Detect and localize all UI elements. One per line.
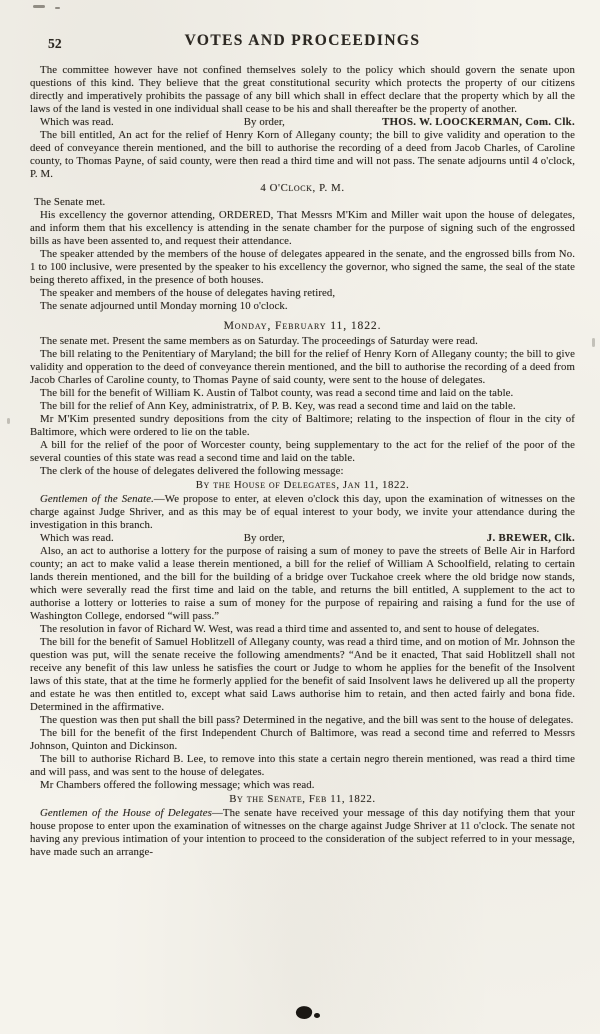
paragraph-speaker-retired: The speaker and members of the house of delegates having retired,: [40, 287, 336, 299]
page-header: [30, 34, 575, 58]
scan-artifact: [592, 338, 595, 347]
paragraph-penitentiary-bill: The bill relating to the Penitentiary of Maryland; the bill for the relief of Henry Korn of Allegany county; the bill to give validity and opperation to the deed of conveyance therein mentioned, and the bill to authorise the recording of a deed from Jacob Charles of Caroline county, to Thomas Payne of said county, were sent to the house of delegates.: [30, 348, 575, 386]
paragraph-senate-met: The Senate met.: [34, 196, 106, 208]
paragraph-richard-lee-bill: The bill to authorise Richard B. Lee, to remove into this state a certain negro therein mentioned, was read a third time and will pass, and was sent to the house of delegates.: [30, 753, 575, 778]
page-title: VOTES AND PROCEEDINGS: [184, 32, 421, 49]
by-the-senate-heading: By the Senate, Feb 11, 1822.: [229, 793, 376, 805]
paragraph-austin-bill: The bill for the benefit of William K. Austin of Talbot county, was read a second time and laid on the table.: [40, 387, 514, 399]
document-body: [30, 34, 575, 859]
ink-blot: [295, 1004, 313, 1020]
message-body-text: —We propose to enter, at eleven o'clock this day, upon the examination of witnesses on the charge against Judge Shriver, and as this may be of equal interest to your body, we invite your attendance during the investigation in this branch.: [30, 493, 575, 531]
paragraph-message-to-house: [30, 807, 575, 859]
scan-artifact: [7, 418, 10, 424]
scan-artifact: [33, 5, 45, 8]
by-order-text: By order,: [243, 532, 285, 544]
by-order-text: By order,: [243, 116, 285, 128]
salutation-senate: Gentlemen of the Senate.: [40, 493, 154, 505]
message-body-text: —The senate have received your message of this day notifying them that your house propose to enter upon the examination of witnesses on the charge against Judge Shriver at 11 o'clock. The senate not having any previous intimation of your intention to proceed to the consideration of the subject referred to in your message, have made such an arrange-: [30, 807, 575, 858]
session-time-heading: 4 O'Clock, P. M.: [260, 182, 345, 194]
which-was-read-text: Which was read.: [40, 116, 114, 128]
paragraph-clerk-message: The clerk of the house of delegates delivered the following message:: [40, 465, 344, 477]
ink-blot: [314, 1013, 320, 1018]
page-number: 52: [48, 36, 62, 51]
clerk-signature: THOS. W. LOOCKERMAN, Com. Clk.: [382, 116, 575, 128]
paragraph-bill-henry-korn: The bill entitled, An act for the relief of Henry Korn of Allegany county; the bill to give validity and operation to the deed of conveyance therein mentioned, and the bill to authorise the recording of a deed from Jacob Charles, of Caroline county, to Thomas Payne, of said county, were then read a third time and will not pass. The senate adjourns until 4 o'clock, P. M.: [30, 129, 575, 180]
paragraph-mkim-depositions: Mr M'Kim presented sundry depositions from the city of Baltimore; relating to the inspection of flour in the city of Baltimore, which were ordered to lie on the table.: [30, 413, 575, 438]
paragraph-adjourned-monday: The senate adjourned until Monday morning 10 o'clock.: [40, 300, 288, 312]
paragraph-independent-church-bill: The bill for the benefit of the first Independent Church of Baltimore, was read a second time and referred to Messrs Johnson, Quinton and Dickinson.: [30, 727, 575, 752]
paragraph-engrossed-bills: The speaker attended by the members of the house of delegates appeared in the senate, and the engrossed bills from No. 1 to 100 inclusive, were presented by the speaker to his excellency the governor, who signed the same, the seal of the state being thereto affixed, in the presence of both houses.: [30, 248, 575, 286]
scan-artifact: [55, 7, 60, 9]
which-was-read-text: Which was read.: [40, 532, 114, 544]
paragraph-hoblitzell-bill: The bill for the benefit of Samuel Hoblitzell of Allegany county, was read a third time, and on motion of Mr. Johnson the question was put, will the senate receive the following amendments? “And be it enacted, That said Hoblitzell shall not receive any benefit of this law unless he satisfies the court or Judge to whom he applies for the benefit of the Insolvent laws of this state, that at the time he formerly applied for the benefit of said Insolvent laws he delivered up all the property and estate he was then entitled to, except what said Laws authorise him to retain, and then acted fairly and bona fide. Determined in the affirmative.: [30, 636, 575, 713]
paragraph-ann-key-bill: The bill for the relief of Ann Key, administratrix, of P. B. Key, was read a second time and laid on the table.: [40, 400, 516, 412]
salutation-house: Gentlemen of the House of Delegates: [40, 807, 212, 819]
paragraph-lottery-bills: Also, an act to authorise a lottery for the purpose of raising a sum of money to pave the streets of Belle Air in Harford county; an act to make valid a lease therein mentioned, a bill for the relief of William A Schoolfield, relating to certain lands therein mentioned, and the bill for the building of a bridge over Tuckahoe creek where the old bridge now stands, which were severally read the first time and laid on the table, and returns the bill entitled, A supplement to the act to authorise a lottery or lotteries to raise a sum of money for the purpose of repairing and raising a fund for the use of Washington College, endorsed “will pass.”: [30, 545, 575, 622]
clerk-signature: J. BREWER, Clk.: [486, 532, 575, 544]
paragraph-governor-attending: His excellency the governor attending, ORDERED, That Messrs M'Kim and Miller wait upon the house of delegates, and inform them that his excellency is attending in the senate chamber for the purpose of signing such of the engrossed bills as have been assented to, and request their attendance.: [30, 209, 575, 247]
paragraph-bill-pass-question: The question was then put shall the bill pass? Determined in the negative, and the bill was sent to the house of delegates.: [40, 714, 574, 726]
date-heading-monday: Monday, February 11, 1822.: [223, 319, 382, 332]
house-of-delegates-heading: By the House of Delegates, Jan 11, 1822.: [195, 479, 410, 491]
attestation-line: [30, 116, 575, 129]
paragraph-worcester-poor-bill: A bill for the relief of the poor of Worcester county, being supplementary to the act for the relief of the poor of the several counties of this state was read a second time and laid on the table.: [30, 439, 575, 464]
attestation-line: [30, 532, 575, 545]
paragraph-committee-report: The committee however have not confined themselves solely to the policy which should govern the senate upon questions of this kind. They believe that the great constitutional security which protects the property of our citizens directly and imperatively prohibits the passage of any bill which shall in effect declare that the property which by all the laws of the land is vested in one individual shall cease to be his and shall thereafter be the property of another.: [30, 64, 575, 115]
paragraph-west-resolution: The resolution in favor of Richard W. West, was read a third time and assented to, and sent to house of delegates.: [40, 623, 540, 635]
paragraph-senate-met-monday: The senate met. Present the same members as on Saturday. The proceedings of Saturday were read.: [40, 335, 478, 347]
paragraph-chambers-message: Mr Chambers offered the following message; which was read.: [40, 779, 315, 791]
paragraph-message-to-senate: [30, 493, 575, 532]
